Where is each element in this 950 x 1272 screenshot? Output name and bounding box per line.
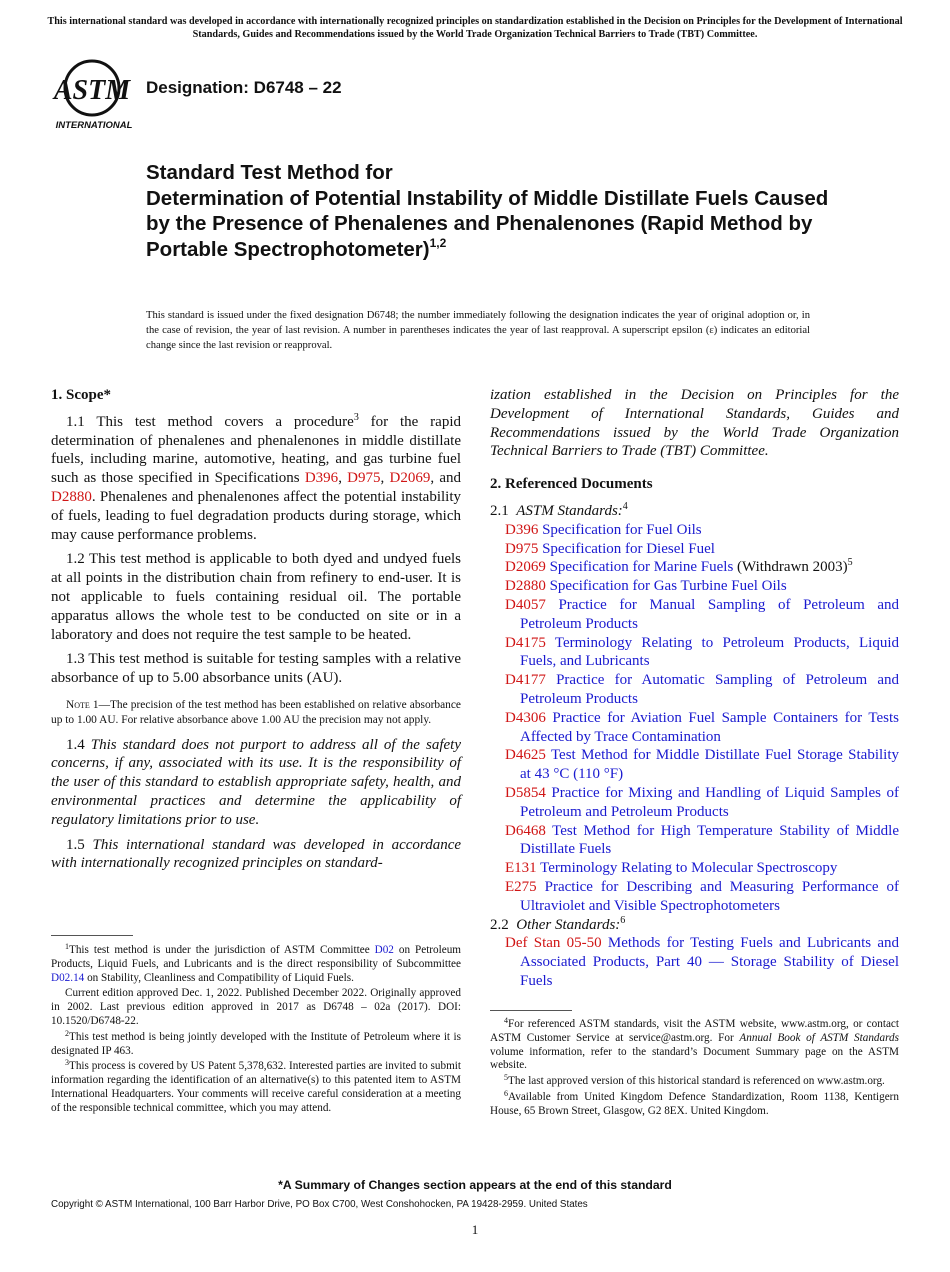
- reference-title-link[interactable]: Methods for Testing Fuels and Lubricants and Associated Products, Part 40 — Storage Stability of Diesel Fuels: [520, 935, 899, 989]
- reference-item: [490, 878, 899, 916]
- reference-item: [490, 521, 899, 540]
- astm-standards-label: 2.1 ASTM Standards:$^4$: [490, 500, 628, 519]
- reference-title-link[interactable]: Terminology Relating to Petroleum Products, Liquid Fuels, and Lubricants: [520, 634, 899, 670]
- link-d2069[interactable]: D2069: [389, 470, 431, 487]
- footnote-ref-4[interactable]: 4: [622, 500, 628, 512]
- left-column: [51, 386, 461, 879]
- title-main: Determination of Potential Instability of Middle Distillate Fuels Caused by the Presence of Phenalenes and Phenalenones (Rapid Method by Portable Spectrophotometer): [146, 186, 829, 261]
- reference-code-link[interactable]: D4057: [505, 596, 546, 613]
- reference-code-link[interactable]: D5854: [505, 784, 546, 801]
- title-footnote-ref[interactable]: 1,2: [429, 235, 447, 250]
- footnote-ref-6[interactable]: 6: [620, 914, 626, 926]
- link-d02[interactable]: D02: [374, 944, 394, 956]
- reference-item: [490, 784, 899, 822]
- reference-code-link[interactable]: D396: [505, 521, 539, 538]
- title-line1: Standard Test Method for: [146, 161, 393, 184]
- right-column: [490, 386, 899, 991]
- footnote-6: $^6$Available from United Kingdom Defence Standardization, Room 1138, Kentigern House, 65 Brown Street, Glasgow, G2 8EX. United Kingdom.: [490, 1088, 899, 1117]
- footnote-1: $^1$This test method is under the jurisdiction of ASTM Committee D02 on Petroleum Products, Liquid Fuels, and Lubricants and is the direct responsibility of Subcommittee D02.14 on Stability, Cleanliness and Compatibility of Liquid Fuels.: [51, 942, 461, 984]
- reference-code-link[interactable]: D4175: [505, 634, 546, 651]
- reference-title-link[interactable]: Specification for Fuel Oils: [542, 521, 702, 538]
- reference-title-link[interactable]: Terminology Relating to Molecular Spectroscopy: [540, 860, 838, 877]
- footnote-4: $^4$For referenced ASTM standards, visit the ASTM website, www.astm.org, or contact ASTM Customer Service at service@astm.org. For Annual Book of ASTM Standards volume information, refer to the standard’s Document Summary page on the ASTM website.: [490, 1016, 899, 1072]
- document-title: [146, 160, 846, 262]
- svg-text:ASTM: ASTM: [53, 75, 131, 106]
- link-d2880[interactable]: D2880: [51, 488, 92, 505]
- reference-item: [490, 558, 899, 577]
- link-d975[interactable]: D975: [347, 470, 381, 487]
- reference-item: [490, 709, 899, 747]
- copyright: Copyright © ASTM International, 100 Barr Harbor Drive, PO Box C700, West Conshohocken, PA 19428-2959. United States: [51, 1199, 588, 1210]
- astm-logo: [52, 56, 136, 132]
- reference-code-link[interactable]: D4625: [505, 747, 546, 764]
- footnotes-left: [51, 944, 461, 1118]
- reference-title-link[interactable]: Practice for Aviation Fuel Sample Containers for Tests Affected by Trace Contamination: [520, 709, 900, 745]
- footnotes-right: [490, 1018, 899, 1121]
- reference-item: [490, 822, 899, 860]
- issue-statement: This standard is issued under the fixed designation D6748; the number immediately following the designation indicates the year of original adoption or, in the case of revision, the year of last revision. A number in parentheses indicates the year of last reapproval. A superscript epsilon (ε) indicates an editorial change since the last revision or reapproval.: [146, 310, 810, 351]
- scope-1-4: 1.4 This standard does not purport to address all of the safety concerns, if any, associated with its use. It is the responsibility of the user of this standard to establish appropriate safety, health, and environmental practices and determine the applicability of regulatory limitations prior to use.: [51, 736, 461, 828]
- other-standards-label: 2.2 Other Standards:$^6$: [490, 914, 626, 933]
- link-d02-14[interactable]: D02.14: [51, 971, 85, 984]
- scope-1-1: 1.1 This test method covers a procedure$^3$ for the rapid determination of phenalenes and phenalenones in middle distillate fuels, including marine, automotive, heating, and gas turbine fuel such as those specified in Specifications D396, D975, D2069, and D2880. Phenalenes and phenalenones affect the potential instability of fuels, leading to fuel degradation products during storage, which may cause performance problems.: [51, 411, 462, 543]
- footnote-2: $^2$This test method is being jointly developed with the Institute of Petroleum where it is designated IP 463.: [51, 1028, 461, 1057]
- reference-title-link[interactable]: Practice for Mixing and Handling of Liquid Samples of Petroleum and Petroleum Products: [520, 784, 899, 820]
- footnote-rule-left: [51, 935, 133, 936]
- reference-item: [490, 934, 899, 990]
- scope-1-2: 1.2 This test method is applicable to both dyed and undyed fuels at all points in the distribution chain from refinery to end-user. It is not applicable to fuels containing residual oil. The portable apparatus allows the whole test to be conducted on site or in a laboratory and does not require the test sample to be heated.: [51, 551, 461, 643]
- reference-code-link[interactable]: D6468: [505, 822, 546, 839]
- designation: Designation: D6748 – 22: [146, 78, 342, 97]
- page-number: 1: [471, 1222, 479, 1237]
- reference-code-link[interactable]: E131: [505, 860, 537, 877]
- scope-1-5-continued: ization established in the Decision on Principles for the Development of International Standards, Guides and Recommendations issued by the World Trade Organization Technical Barriers to Trade (TBT) Committee.: [490, 387, 899, 460]
- scope-1-3: 1.3 This test method is suitable for testing samples with a relative absorbance of up to 5.00 absorbance units (AU).: [51, 651, 461, 687]
- scope-heading: 1. Scope*: [51, 387, 111, 403]
- reference-title-link[interactable]: Practice for Describing and Measuring Performance of Ultraviolet and Visible Spectrophotometers: [520, 878, 899, 914]
- reference-code-link[interactable]: D4177: [505, 672, 546, 689]
- reference-code-link[interactable]: D975: [505, 540, 539, 557]
- reference-title-link[interactable]: Test Method for High Temperature Stability of Middle Distillate Fuels: [520, 822, 899, 858]
- reference-item: [490, 671, 899, 709]
- footnote-3: $^3$This process is covered by US Patent 5,378,632. Interested parties are invited to submit information regarding the identification of an alternative(s) to this patented item to ASTM International Headquarters. Your comments will receive careful consideration at a meeting of the responsible technical committee, which you may attend.: [51, 1058, 461, 1114]
- reference-title-link[interactable]: Test Method for Middle Distillate Fuel Storage Stability at 43 °C (110 °F): [520, 747, 900, 783]
- referenced-heading: 2. Referenced Documents: [490, 476, 653, 493]
- reference-code-link[interactable]: E275: [505, 878, 537, 895]
- reference-title-link[interactable]: Specification for Marine Fuels: [549, 559, 734, 576]
- footnote-ref-3[interactable]: 3: [353, 411, 359, 423]
- reference-status: (Withdrawn 2003): [733, 559, 848, 576]
- reference-code-link[interactable]: D2880: [505, 578, 546, 595]
- astm-standards-list: [490, 521, 899, 916]
- svg-text:INTERNATIONAL: INTERNATIONAL: [55, 120, 133, 131]
- reference-code-link[interactable]: Def Stan 05-50: [505, 935, 602, 952]
- reference-item: [490, 596, 899, 634]
- tbt-notice: This international standard was developed in accordance with internationally recognized principles on standardization established in the Decision on Principles for the Development of International Standards, Guides and Recommendations issued by the World Trade Organization Technical Barriers to Trade (TBT) Committee.: [47, 16, 903, 40]
- other-standards-list: [490, 934, 899, 990]
- scope-1-5: 1.5 This international standard was developed in accordance with internationally recognized principles on standard-: [51, 836, 462, 872]
- reference-title-link[interactable]: Practice for Manual Sampling of Petroleum and Petroleum Products: [520, 596, 899, 632]
- link-d396[interactable]: D396: [304, 470, 339, 487]
- reference-item: [490, 859, 899, 878]
- reference-code-link[interactable]: D4306: [505, 709, 546, 726]
- footnote-5: $^5$The last approved version of this historical standard is referenced on www.astm.org.: [504, 1073, 885, 1088]
- reference-footnote-ref[interactable]: 5: [847, 557, 853, 569]
- footnote-rule-right: [490, 1010, 572, 1011]
- footnote-1-edition: Current edition approved Dec. 1, 2022. Published December 2022. Originally approved in 2002. Last previous edition approved in 2017 as D6748 – 02a (2017). DOI: 10.1520/D6748-22.: [51, 987, 461, 1027]
- reference-item: [490, 746, 899, 784]
- summary-of-changes-notice: *A Summary of Changes section appears at the end of this standard: [278, 1178, 672, 1192]
- note-1: Note 1—The precision of the test method has been established on relative absorbance up to 1.00 AU. For relative absorbance above 1.00 AU the precision may not apply.: [51, 698, 461, 726]
- reference-item: [490, 634, 899, 672]
- reference-item: [490, 540, 899, 559]
- reference-title-link[interactable]: Specification for Gas Turbine Fuel Oils: [549, 578, 787, 595]
- reference-title-link[interactable]: Specification for Diesel Fuel: [542, 540, 715, 557]
- reference-code-link[interactable]: D2069: [505, 559, 546, 576]
- reference-title-link[interactable]: Practice for Automatic Sampling of Petroleum and Petroleum Products: [520, 672, 899, 707]
- reference-item: [490, 577, 899, 596]
